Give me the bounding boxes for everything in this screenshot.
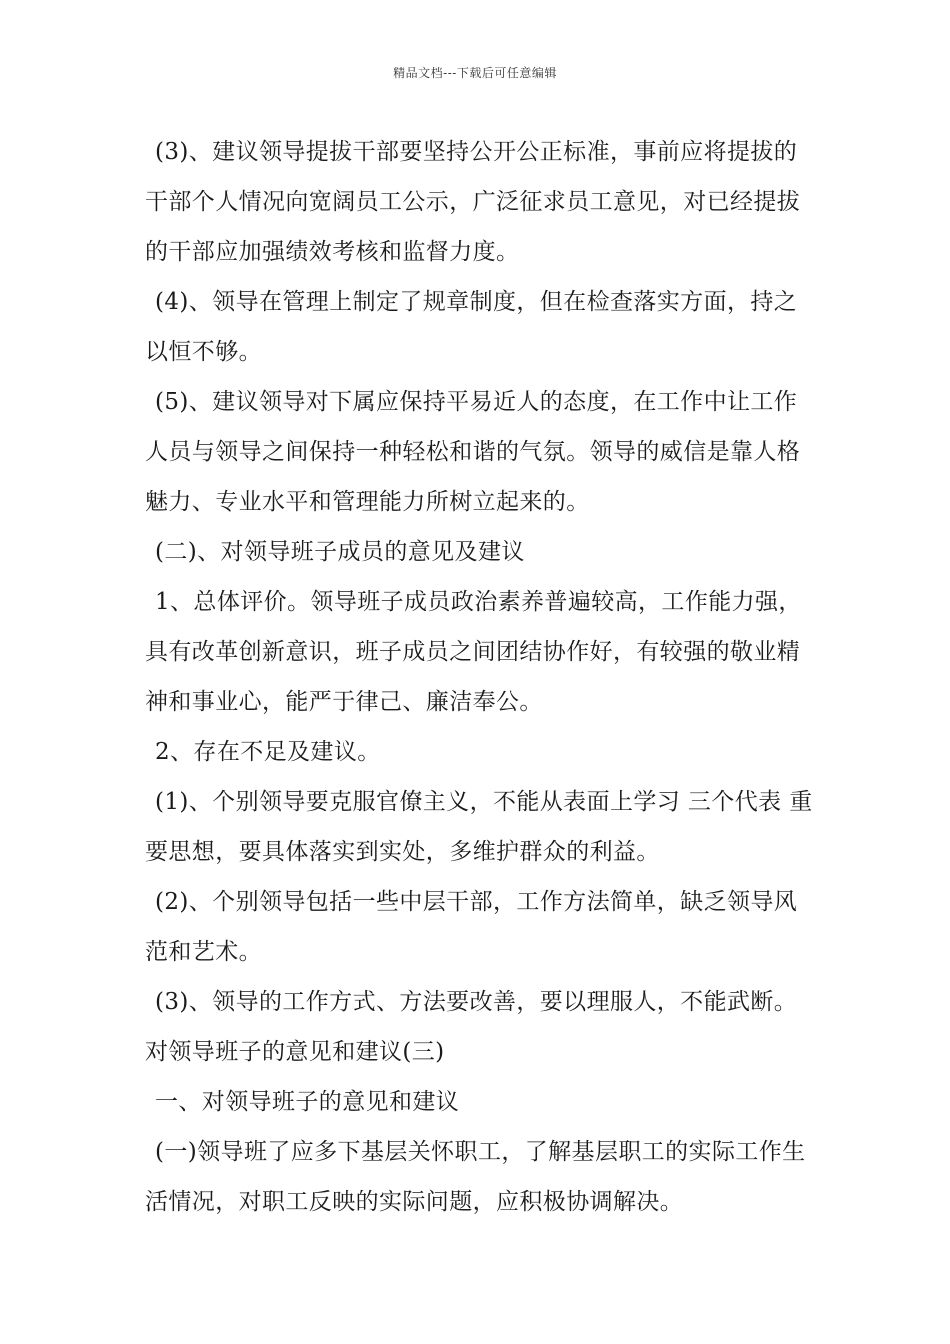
section-heading-1: 一、对领导班子的意见和建议 [155, 1089, 460, 1115]
paragraph-3: (5)、建议领导对下属应保持平易近人的态度，在工作中让工作人员与领导之间保持一种轻松和谐的气氛。领导的威信是靠人格魅力、专业水平和管理能力所树立起来的。 [145, 389, 801, 515]
document-body [145, 127, 815, 1227]
paragraph-shortcoming-3: (3)、领导的工作方式、方法要改善，要以理服人，不能武断。 [155, 989, 798, 1015]
paragraph-2: (4)、领导在管理上制定了规章制度，但在检查落实方面，持之以恒不够。 [145, 289, 798, 365]
paragraph-shortcomings-heading: 2、存在不足及建议。 [155, 739, 381, 765]
paragraph-1: (3)、建议领导提拔干部要坚持公开公正标准，事前应将提拔的干部个人情况向宽阔员工公示，广泛征求员工意见，对已经提拔的干部应加强绩效考核和监督力度。 [145, 139, 801, 265]
document-title-3: 对领导班子的意见和建议(三) [145, 1039, 445, 1065]
paragraph-shortcoming-2: (2)、个别领导包括一些中层干部，工作方法简单，缺乏领导风范和艺术。 [145, 889, 798, 965]
paragraph-overall-evaluation: 1、总体评价。领导班子成员政治素养普遍较高，工作能力强，具有改革创新意识，班子成员之间团结协作好，有较强的敬业精神和事业心，能严于律己、廉洁奉公。 [145, 589, 802, 715]
paragraph-shortcoming-1: (1)、个别领导要克服官僚主义，不能从表面上学习 三个代表 重要思想，要具体落实到实处，多维护群众的利益。 [145, 789, 813, 865]
section-heading-2: (二)、对领导班子成员的意见及建议 [155, 539, 525, 565]
page-header: 精品文档---下载后可任意编辑 [393, 66, 557, 80]
paragraph-last: (一)领导班了应多下基层关怀职工，了解基层职工的实际工作生活情况，对职工反映的实际问题，应积极协调解决。 [145, 1139, 806, 1215]
